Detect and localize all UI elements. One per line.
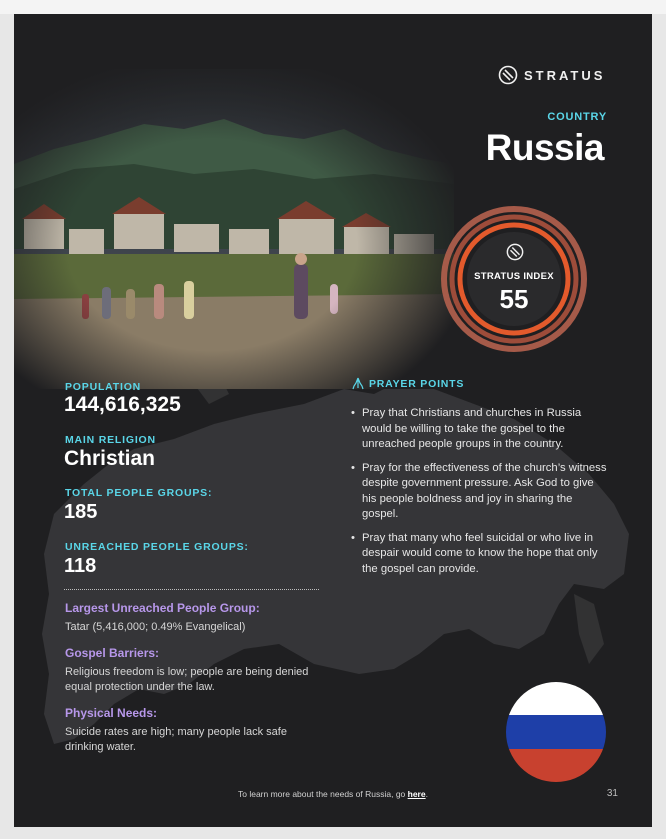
gospel-barriers-text: Religious freedom is low; people are being denied equal protection under the law. <box>65 666 309 693</box>
prayer-point: • Pray that Christians and churches in Russia would be willing to take the gospel to the unreached people groups in the country. <box>351 407 582 450</box>
main-religion-label: MAIN RELIGION <box>65 434 156 446</box>
russia-flag <box>506 682 606 782</box>
country-label: COUNTRY <box>547 111 607 123</box>
population-value: 144,616,325 <box>64 393 181 416</box>
country-name: Russia <box>485 127 604 168</box>
prayer-points-title: PRAYER POINTS <box>369 377 465 390</box>
country-profile-page <box>14 14 652 827</box>
prayer-points-header <box>352 377 464 390</box>
stats-divider <box>64 589 319 590</box>
population-label: POPULATION <box>65 381 142 393</box>
gospel-barriers-heading: Gospel Barriers: <box>65 646 160 660</box>
largest-unreached-heading: Largest Unreached People Group: <box>65 601 260 615</box>
brand-name: STRATUS <box>524 67 606 83</box>
main-religion-value: Christian <box>64 447 156 470</box>
prayer-point: • Pray for the effectiveness of the church’s witness despite government pressure. Ask God to give his people boldness and joy in sharing the gospel. <box>351 461 607 520</box>
page-top-margin <box>0 0 666 14</box>
physical-needs-text: Suicide rates are high; many people lack safe drinking water. <box>65 726 287 753</box>
learn-more-link[interactable]: here <box>407 789 426 799</box>
flag-stripe-blue <box>506 715 606 748</box>
flag-stripe-red <box>506 749 606 782</box>
physical-needs-heading: Physical Needs: <box>65 706 158 720</box>
stratus-index-icon <box>506 243 524 261</box>
page-number: 31 <box>606 788 618 799</box>
stratus-index-value: 55 <box>499 284 529 314</box>
footer-note: To learn more about the needs of Russia, go here. <box>238 789 428 799</box>
stratus-logo-icon <box>498 65 518 85</box>
stratus-index-label: STRATUS INDEX <box>474 271 554 282</box>
total-people-groups-label: TOTAL PEOPLE GROUPS: <box>65 487 213 499</box>
largest-unreached-text: Tatar (5,416,000; 0.49% Evangelical) <box>65 621 246 633</box>
unreached-people-groups-label: UNREACHED PEOPLE GROUPS: <box>65 541 249 553</box>
village-photo <box>14 69 454 389</box>
prayer-point: • Pray that many who feel suicidal or who live in despair would come to know the hope that only the gospel can provide. <box>351 531 598 575</box>
total-people-groups-value: 185 <box>64 501 98 523</box>
prayer-points-list <box>351 406 611 585</box>
stratus-logo <box>498 65 605 85</box>
unreached-people-groups-value: 118 <box>64 555 97 577</box>
praying-hands-icon <box>352 377 364 390</box>
